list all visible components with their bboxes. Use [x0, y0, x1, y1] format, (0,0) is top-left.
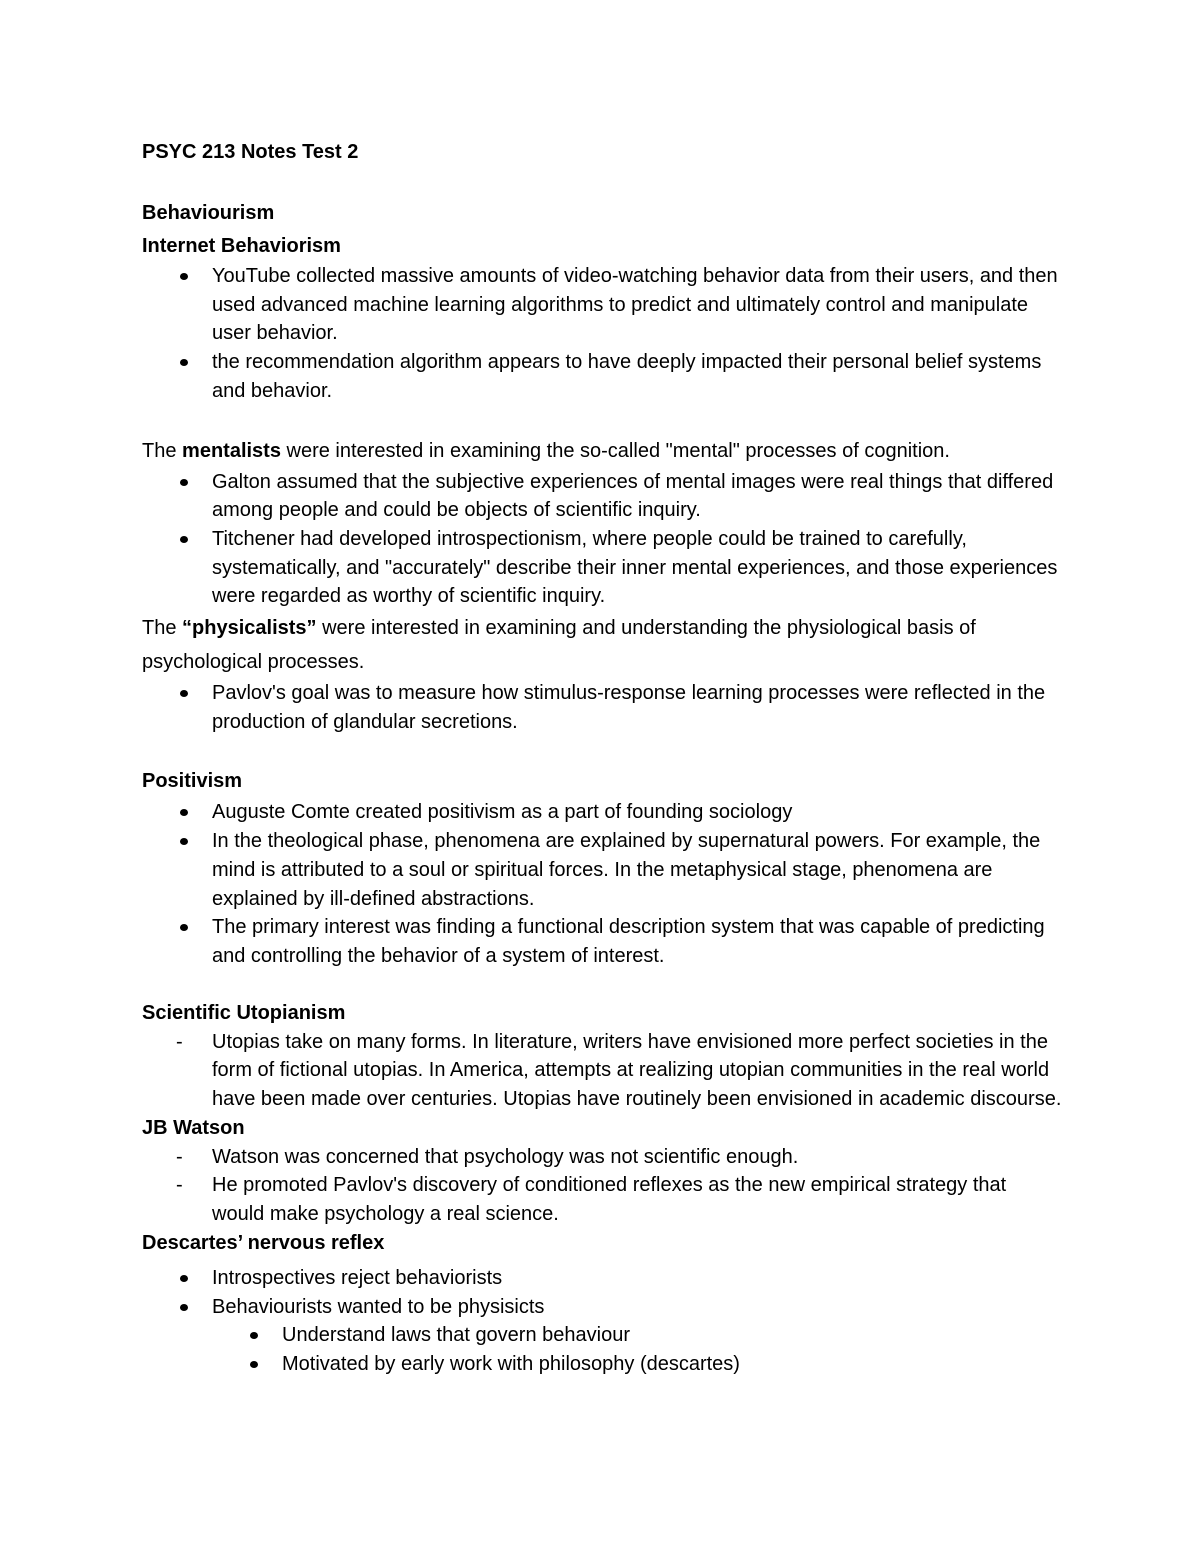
bullet-icon — [248, 1321, 268, 1350]
list-item: the recommendation algorithm appears to have deeply impacted their personal belief systems and behavior. — [142, 348, 1062, 405]
term-mentalists: mentalists — [182, 439, 281, 462]
bullet-list-descartes — [142, 1264, 1062, 1379]
list-item: In the theological phase, phenomena are explained by supernatural powers. For example, the mind is attributed to a soul or spiritual forces. In the metaphysical stage, phenomena are explained by ill-defined abstractions. — [142, 827, 1062, 913]
dash-icon — [178, 1171, 198, 1200]
bullet-icon — [178, 348, 198, 377]
bullet-list-behaviourism — [142, 262, 1062, 406]
term-physicalists: “physicalists” — [182, 617, 317, 640]
bullet-icon — [178, 913, 198, 942]
bullet-list-mentalists — [142, 468, 1062, 612]
list-item: Auguste Comte created positivism as a part of founding sociology — [142, 798, 1062, 827]
blank-line — [142, 167, 1062, 196]
subheading-internet-behaviorism: Internet Behaviorism — [142, 235, 341, 257]
bullet-icon — [178, 1293, 198, 1322]
section-heading-behaviourism: Behaviourism — [142, 202, 275, 224]
bullet-icon — [178, 468, 198, 497]
section-heading-watson: JB Watson — [142, 1116, 245, 1139]
bullet-icon — [178, 525, 198, 554]
list-item: Introspectives reject behaviorists — [142, 1264, 1062, 1293]
bullet-icon — [178, 1264, 198, 1293]
dash-icon — [178, 1143, 198, 1172]
list-item: - He promoted Pavlov's discovery of conditioned reflexes as the new empirical strategy that would make psychology a real science. — [142, 1171, 1062, 1228]
section-heading-utopianism: Scientific Utopianism — [142, 1001, 346, 1024]
section-heading-descartes: Descartes’ nervous reflex — [142, 1231, 385, 1254]
list-item: Galton assumed that the subjective experiences of mental images were real things that differed among people and could be objects of scientific inquiry. — [142, 468, 1062, 525]
list-item: Titchener had developed introspectionism, where people could be trained to carefully, systematically, and "accurately" describe their inner mental experiences, and those experiences were regarded as worthy of scientific inquiry. — [142, 525, 1062, 611]
list-item: - Utopias take on many forms. In literature, writers have envisioned more perfect societies in the form of fictional utopias. In America, attempts at realizing utopian communities in the real world have been made over centuries. Utopias have routinely been envisioned in academic discourse. — [142, 1028, 1062, 1114]
list-subitem: Understand laws that govern behaviour — [142, 1321, 1062, 1350]
bullet-icon — [248, 1350, 268, 1379]
blank-line — [142, 406, 1062, 434]
bullet-icon — [178, 827, 198, 856]
bullet-list-physicalists — [142, 679, 1062, 736]
bullet-icon — [178, 262, 198, 291]
list-item: - Watson was concerned that psychology was not scientific enough. — [142, 1143, 1062, 1172]
document-page — [142, 138, 1062, 1379]
dash-list-utopianism — [142, 1028, 1062, 1114]
bullet-icon — [178, 798, 198, 827]
bullet-list-positivism — [142, 798, 1062, 970]
dash-list-watson — [142, 1143, 1062, 1229]
list-item: Pavlov's goal was to measure how stimulus-response learning processes were reflected in the production of glandular secretions. — [142, 679, 1062, 736]
dash-icon — [178, 1028, 198, 1057]
blank-line — [142, 736, 1062, 764]
list-item: YouTube collected massive amounts of video-watching behavior data from their users, and then used advanced machine learning algorithms to predict and ultimately control and manipulate user behavior. — [142, 262, 1062, 348]
paragraph-physicalists: The “physicalists” were interested in examining and understanding the physiological basis of psychological processes. — [142, 617, 976, 674]
document-title: PSYC 213 Notes Test 2 — [142, 141, 359, 163]
blank-line — [142, 971, 1062, 999]
list-item: Behaviourists wanted to be physisicts — [142, 1293, 1062, 1322]
list-item: The primary interest was finding a functional description system that was capable of predicting and controlling the behavior of a system of interest. — [142, 913, 1062, 970]
paragraph-mentalists: The mentalists were interested in examining the so-called "mental" processes of cognition. — [142, 439, 950, 462]
section-heading-positivism: Positivism — [142, 770, 243, 793]
list-subitem: Motivated by early work with philosophy (descartes) — [142, 1350, 1062, 1379]
bullet-icon — [178, 679, 198, 708]
